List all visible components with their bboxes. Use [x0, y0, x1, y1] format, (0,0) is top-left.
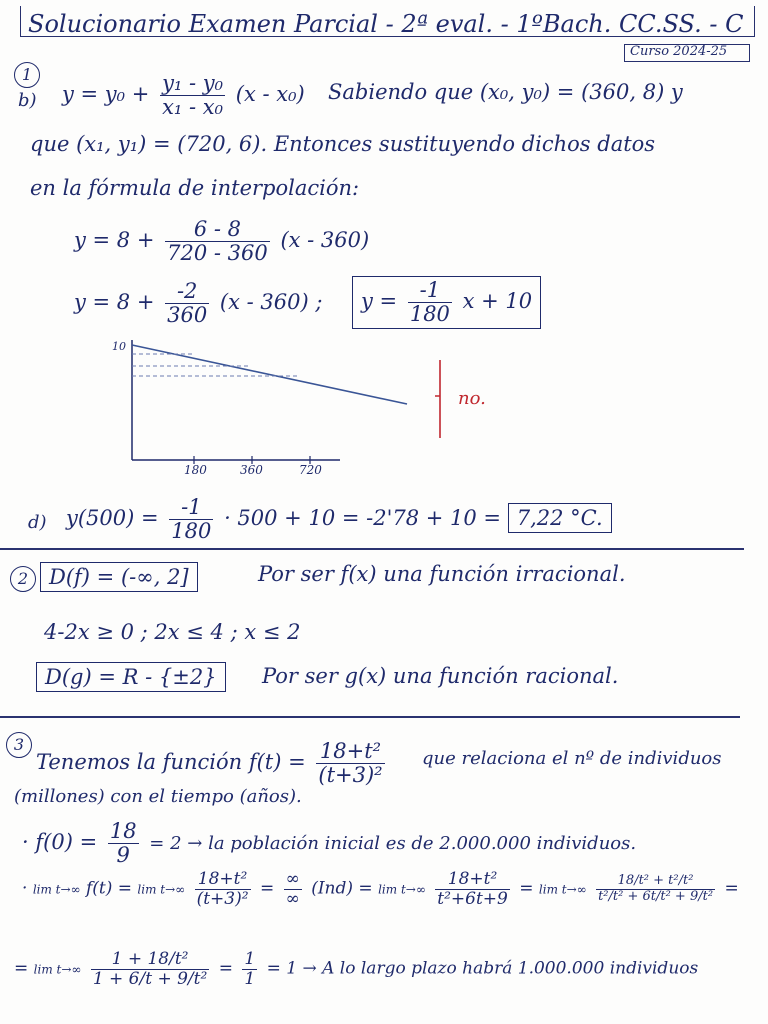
q1-line-3: en la fórmula de interpolación: — [30, 176, 360, 200]
limit-symbol: lim t→∞ — [32, 882, 81, 897]
sabiendo-text: Sabiendo que (x₀, y₀) = (360, 8) y — [328, 80, 683, 104]
equals-sign: = — [14, 958, 29, 979]
q3-bullet-2 — [22, 870, 739, 908]
bullet-dot: · — [22, 830, 29, 855]
result-equation — [352, 276, 541, 329]
inequality: 4-2x ≥ 0 ; 2x ≤ 4 ; x ≤ 2 — [44, 620, 301, 644]
graph-y-label: 10 — [112, 340, 126, 353]
equation-1 — [74, 218, 369, 265]
limit-symbol: lim t→∞ — [538, 882, 587, 897]
q3-b2-denominator-2: t²+6t+9 — [437, 888, 508, 909]
graph-x-tick-label: 180 — [184, 463, 207, 476]
formula-denominator: x₁ - x₀ — [162, 95, 224, 120]
q3-b2-denominator-3: t²/t² + 6t/t² + 9/t² — [598, 888, 714, 904]
equals-sign: = — [724, 878, 739, 899]
equation-2 — [74, 280, 322, 327]
graph-note: no. — [458, 388, 486, 409]
q3-b1-numerator: 18 — [109, 819, 137, 843]
domain-f-box: D(f) = (-∞, 2] — [40, 562, 198, 592]
question-2-number: 2 — [10, 566, 36, 592]
formula-numerator: y₁ - y₀ — [162, 71, 224, 95]
equation-1-rhs: (x - 360) — [280, 228, 370, 253]
part-d-result: 7,22 °C. — [508, 503, 612, 533]
q3-intro-c: (millones) con el tiempo (años). — [14, 786, 302, 807]
formula-rhs: (x - x₀) — [235, 82, 305, 107]
limit-symbol: lim t→∞ — [137, 882, 186, 897]
graph-line — [132, 345, 407, 404]
q3-function-numerator: 18+t² — [316, 740, 384, 764]
q3-b2-ind-label: (Ind) = — [311, 878, 373, 899]
equals-sign: = — [519, 878, 534, 899]
domain-g — [36, 662, 226, 692]
q3-b2-fraction — [195, 870, 251, 908]
formula-fraction — [160, 72, 225, 119]
equation-2-rhs: (x - 360) ; — [219, 290, 323, 315]
equation-1-numerator: 6 - 8 — [165, 218, 270, 242]
domain-g-box: D(g) = R - {±2} — [36, 662, 226, 692]
result-denominator: 180 — [409, 302, 450, 327]
graph-x-tick-label: 360 — [240, 463, 263, 476]
part-d-lhs: y(500) = — [66, 506, 159, 531]
red-bracket-mark — [432, 358, 448, 440]
q3-b2-fraction-2 — [435, 870, 510, 908]
q3-b1-lhs: f(0) = — [35, 830, 98, 855]
part-b-label: b) — [18, 90, 37, 111]
equation-1-denominator: 720 - 360 — [167, 241, 268, 266]
q3-function-fraction — [316, 740, 384, 787]
part-d-label: d) — [28, 512, 47, 533]
q3-b1-rhs: = 2 → la población inicial es de 2.000.000 individuos. — [149, 833, 637, 855]
part-d-fraction — [169, 496, 213, 543]
equation-2-fraction — [165, 280, 209, 327]
result-box — [352, 276, 541, 329]
q3-b2-numerator-2: 18+t² — [435, 870, 510, 890]
equals-sign: = — [218, 958, 233, 979]
q3-b3-one-denominator: 1 — [244, 968, 256, 989]
q1-line-2: que (x₁, y₁) = (720, 6). Entonces sustituyendo dichos datos — [30, 132, 656, 156]
result-fraction — [408, 279, 452, 326]
result-rhs: x + 10 — [462, 289, 533, 314]
graph-x-tick-label: 720 — [299, 463, 322, 476]
equation-2-lhs: y = 8 + — [74, 290, 155, 315]
q3-b3-numerator: 1 + 18/t² — [91, 950, 209, 970]
q3-intro — [36, 740, 389, 787]
q3-b2-denominator: (t+3)² — [196, 888, 249, 909]
q3-b1-fraction — [108, 820, 139, 867]
q3-b3-one-numerator: 1 — [244, 949, 256, 969]
q3-b3-one-fraction — [242, 950, 257, 988]
q3-b2-ind-denominator: ∞ — [285, 888, 300, 909]
question-3-number: 3 — [6, 732, 32, 758]
q3-bullet-3 — [14, 950, 698, 988]
course-label: Curso 2024-25 — [630, 44, 728, 59]
q3-bullet-1 — [22, 820, 636, 867]
q3-b2-indeterminate — [284, 870, 302, 908]
equation-1-lhs: y = 8 + — [74, 228, 155, 253]
limit-symbol: lim t→∞ — [378, 882, 426, 897]
q3-b2-fraction-3 — [596, 874, 715, 904]
limit-symbol: lim t→∞ — [33, 962, 82, 977]
separator-2 — [0, 716, 740, 718]
part-d-numerator: -1 — [169, 496, 213, 520]
q3-b3-fraction — [91, 950, 209, 988]
question-1-number: 1 — [14, 62, 40, 88]
equation-2-denominator: 360 — [167, 303, 208, 328]
q3-b2-ind-numerator: ∞ — [285, 869, 300, 889]
result-numerator: -1 — [408, 279, 452, 303]
q3-intro-b: que relaciona el nº de individuos — [422, 748, 722, 769]
q3-function-denominator: (t+3)² — [318, 763, 383, 788]
q3-b2-numerator: 18+t² — [195, 870, 251, 890]
page-title: Solucionario Examen Parcial - 2ª eval. - 1ºBach. CC.SS. - C — [28, 10, 744, 38]
q3-b1-denominator: 9 — [116, 843, 130, 868]
reason-f: Por ser f(x) una función irracional. — [258, 562, 626, 586]
equation-2-numerator: -2 — [165, 280, 209, 304]
separator-1 — [0, 548, 744, 550]
formula-lhs: y = y₀ + — [62, 82, 150, 107]
q3-b2-a: f(t) = — [85, 878, 133, 899]
equals-sign: = — [259, 878, 275, 899]
q3-intro-a: Tenemos la función f(t) = — [36, 750, 306, 775]
q3-b2-numerator-3: 18/t² + t²/t² — [596, 874, 715, 889]
q3-b3-denominator: 1 + 6/t + 9/t² — [92, 968, 208, 989]
interpolation-graph — [100, 336, 420, 476]
interpolation-formula — [62, 72, 305, 119]
bullet-dot: · — [22, 878, 28, 899]
reason-g: Por ser g(x) una función racional. — [262, 664, 619, 688]
part-d-equation — [66, 496, 612, 543]
domain-f — [40, 562, 198, 592]
result-lhs: y = — [361, 289, 398, 314]
equation-1-fraction — [165, 218, 270, 265]
part-d-rhs: · 500 + 10 = -2'78 + 10 = — [224, 506, 502, 531]
q3-b3-conclusion: = 1 → A lo largo plazo habrá 1.000.000 individuos — [266, 958, 699, 979]
part-d-denominator: 180 — [171, 519, 212, 544]
